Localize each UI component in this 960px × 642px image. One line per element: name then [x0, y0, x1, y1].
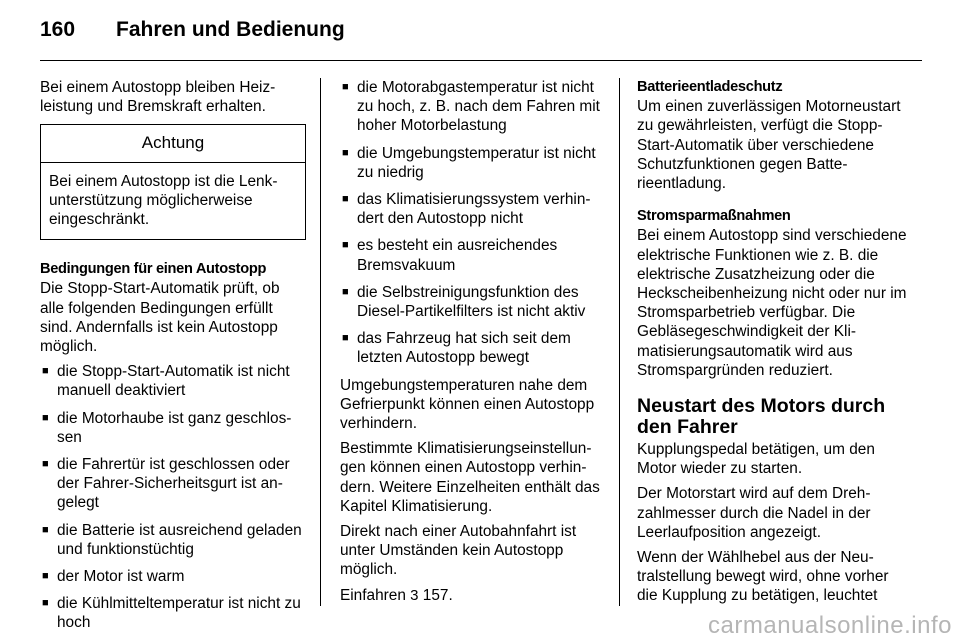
- intro-text: Bei einem Autostopp bleiben Heizleistung und Bremskraft erhalten.: [40, 79, 276, 116]
- list-item: ■ die Kühlmitteltemperatur ist nicht zu hoch: [40, 594, 306, 632]
- list-item: ■ es besteht ein ausreichendes Bremsvakuum: [340, 236, 608, 274]
- paragraph: Kupplungspedal betätigen, um den Motor wieder zu starten.: [637, 441, 875, 478]
- list-item: ■ die Selbstreinigungsfunktion des Diesel-Partikelfilters ist nicht aktiv: [340, 283, 608, 321]
- watermark: carmanualsonline.info: [708, 612, 952, 639]
- paragraph: Bestimmte Klimatisierungseinstellungen können einen Autostopp verhindern. Weitere Einzelheiten enthält das Kapitel Klimatisierung.: [340, 440, 600, 515]
- paragraph: Direkt nach einer Autobahnfahrt ist unter Umständen kein Autostopp möglich.: [340, 523, 577, 579]
- power-saving-heading: Stromsparmaßnahmen: [637, 208, 791, 225]
- list-item: ■ die Fahrertür ist geschlossen oder der Fahrer-Sicherheitsgurt ist angelegt: [40, 455, 306, 513]
- power-saving-text: Bei einem Autostopp sind verschiedene elektrische Funktionen wie z. B. die elektrische Zusatzheizung oder die Heckscheibenheizung nicht oder nur im Stromsparbetrieb verfügbar. Die Gebläsegeschwindigkeit der Klimatisierungsautomatik wird aus Stromspargründen reduziert.: [637, 227, 907, 379]
- list-item: ■ die Stopp-Start-Automatik ist nicht manuell deaktiviert: [40, 362, 306, 400]
- reference-page: 157.: [422, 586, 453, 604]
- column-divider: [619, 78, 620, 606]
- conditions-list-continued: [340, 78, 608, 368]
- page-number: 160: [40, 18, 76, 41]
- column-right: [637, 78, 909, 612]
- paragraph: Wenn der Wählhebel aus der Neutralstellung bewegt wird, ohne vorher die Kupplung zu betätigen, leuchtet: [637, 549, 889, 605]
- conditions-list: [40, 362, 306, 632]
- battery-heading: Batterieentladeschutz: [637, 79, 783, 95]
- cross-reference: [340, 586, 608, 605]
- list-item: ■ das Klimatisierungssystem verhindert den Autostopp nicht: [340, 190, 608, 228]
- paragraph: Umgebungstemperaturen nahe dem Gefrierpunkt können einen Autostopp verhindern.: [340, 376, 595, 433]
- list-item: ■ das Fahrzeug hat sich seit dem letzten Autostopp bewegt: [340, 329, 608, 367]
- list-item: ■ der Motor ist warm: [40, 567, 306, 586]
- list-item: ■ die Motorabgastemperatur ist nicht zu hoch, z. B. nach dem Fahren mit hoher Motorbelastung: [340, 78, 608, 136]
- page-header: [40, 18, 920, 48]
- caution-box: [40, 124, 306, 240]
- battery-text: Um einen zuverlässigen Motorneustart zu gewährleisten, verfügt die Stopp-Start-Automatik über verschiedene Schutzfunktionen gegen Batterieentladung.: [637, 98, 901, 193]
- chapter-title: Fahren und Bedienung: [116, 18, 345, 41]
- list-item: ■ die Motorhaube ist ganz geschlossen: [40, 409, 306, 447]
- caution-text: Bei einem Autostopp ist die Lenkunterstützung möglicherweise eingeschränkt.: [49, 172, 278, 229]
- reference-arrow-icon: 3: [410, 586, 419, 604]
- conditions-heading: Bedingungen für einen Autostopp: [40, 261, 267, 278]
- caution-title: Achtung: [41, 125, 305, 162]
- section-title: Neustart des Motors durch den Fahrer: [637, 395, 886, 439]
- conditions-text: Die Stopp-Start-Automatik prüft, ob alle folgenden Bedingungen erfüllt sind. Andernfalls ist kein Autostopp möglich.: [40, 280, 280, 356]
- header-rule: [40, 60, 922, 61]
- reference-text: Einfahren: [340, 586, 406, 604]
- column-middle: [340, 78, 608, 611]
- column-divider: [320, 78, 321, 606]
- list-item: ■ die Umgebungstemperatur ist nicht zu niedrig: [340, 144, 608, 182]
- paragraph: Der Motorstart wird auf dem Drehzahlmesser durch die Nadel in der Leerlaufposition angezeigt.: [637, 485, 871, 541]
- column-left: [40, 78, 306, 641]
- list-item: ■ die Batterie ist ausreichend geladen und funktionstüchtig: [40, 521, 306, 559]
